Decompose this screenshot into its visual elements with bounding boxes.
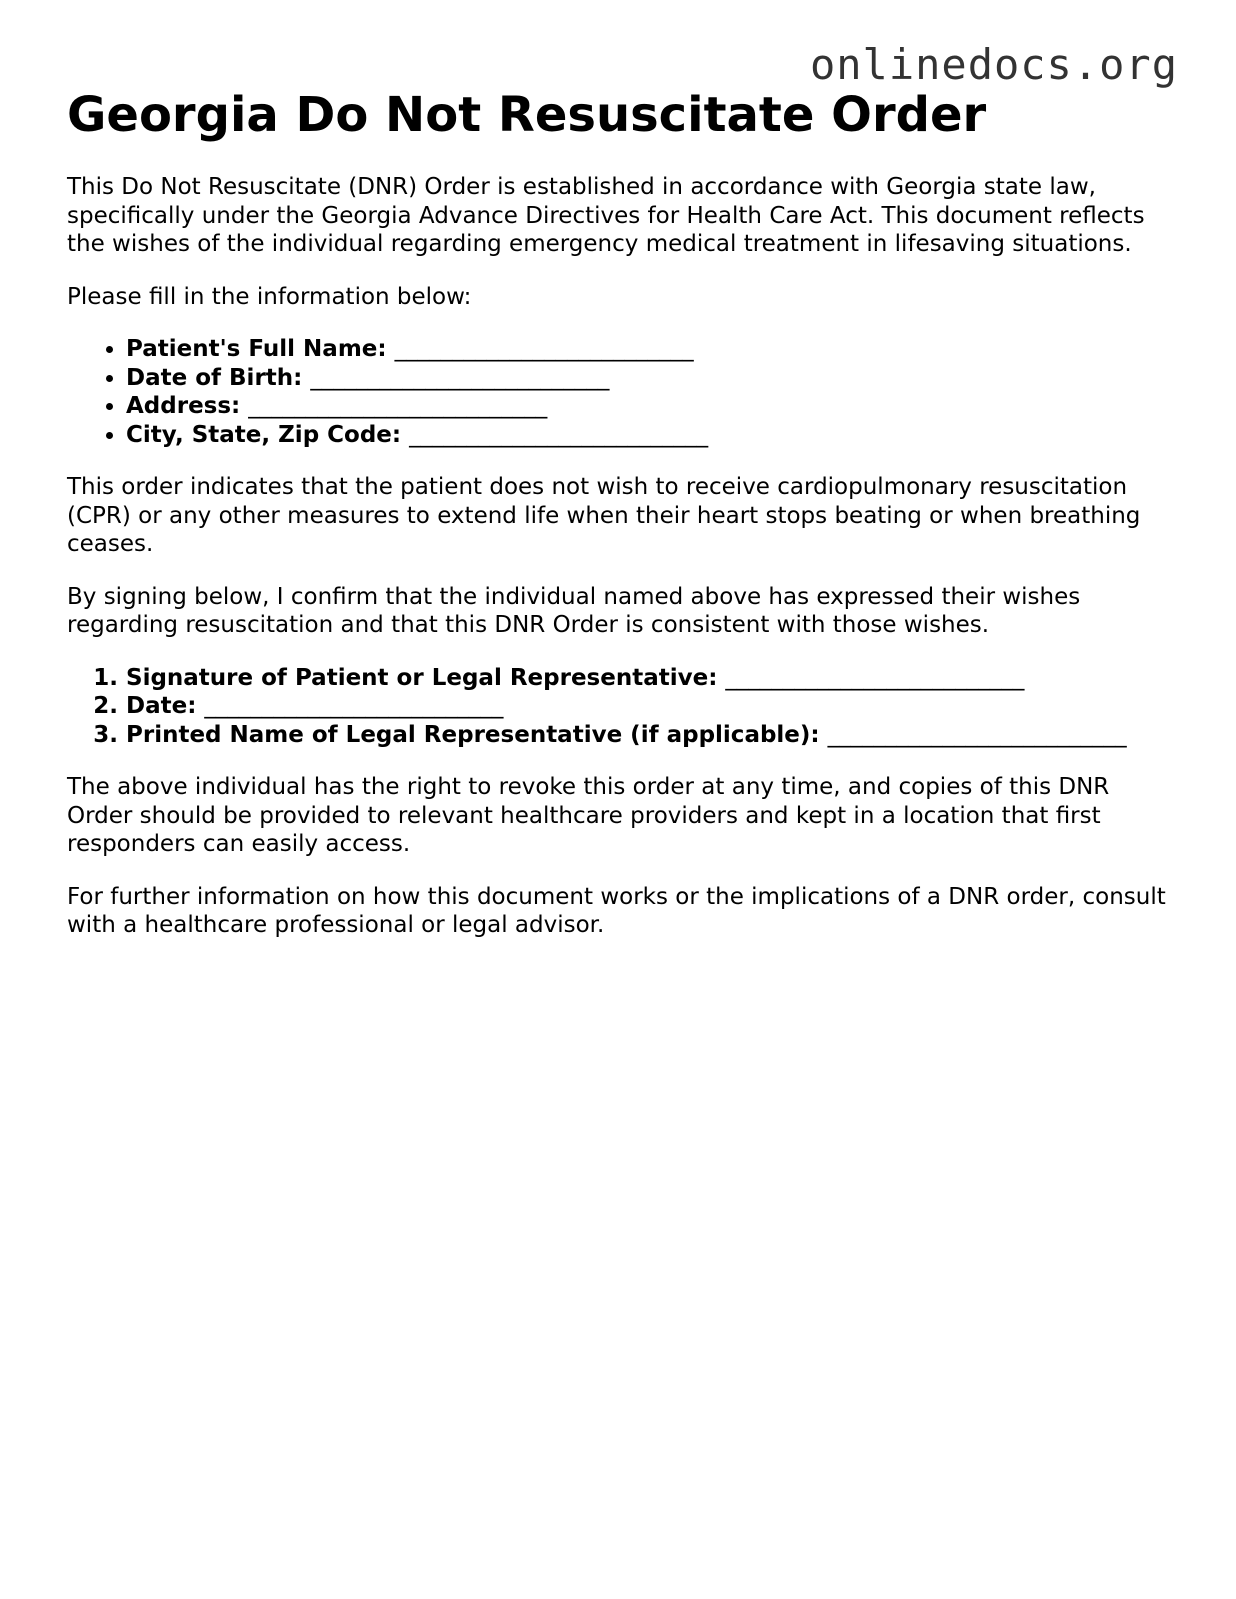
field-patient-name[interactable] (126, 335, 1177, 364)
signature-list (67, 664, 1177, 750)
field-label: City, State, Zip Code: (126, 421, 402, 448)
further-info-paragraph: For further information on how this document works or the implications of a DNR order, consult with a healthcare professional or legal advisor. (67, 883, 1166, 938)
signing-paragraph: By signing below, I confirm that the individual named above has expressed their wishes regarding resuscitation and that this DNR Order is consistent with those wishes. (67, 583, 1081, 638)
blank-line[interactable]: __________________________ (394, 336, 694, 362)
signature-label: Date: (126, 693, 197, 719)
field-address[interactable] (126, 392, 1177, 421)
signature-patient-or-representative[interactable] (126, 664, 1177, 693)
intro-paragraph: This Do Not Resuscitate (DNR) Order is established in accordance with Georgia state law, specifically under the Georgia Advance Directives for Health Care Act. This document reflects the wishes of the individual regarding emergency medical treatment in lifesaving situations. (67, 174, 1145, 257)
blank-line[interactable]: __________________________ (725, 664, 1025, 691)
blank-line[interactable]: __________________________ (310, 364, 610, 391)
fill-prompt: Please fill in the information below: (67, 283, 472, 310)
field-city-state-zip[interactable] (126, 421, 1177, 450)
document-body (67, 84, 1177, 940)
order-paragraph: This order indicates that the patient does not wish to receive cardiopulmonary resuscitation (CPR) or any other measures to extend life when their heart stops beating or when breathing ceases. (67, 474, 1141, 557)
blank-line[interactable]: __________________________ (827, 721, 1127, 748)
signature-date[interactable] (126, 692, 1177, 721)
blank-line[interactable]: __________________________ (204, 693, 504, 719)
blank-line[interactable]: __________________________ (409, 421, 709, 448)
page-title: Georgia Do Not Resuscitate Order (67, 87, 987, 143)
watermark: onlinedocs.org (809, 40, 1178, 89)
field-label: Address: (126, 393, 241, 419)
revocation-paragraph: The above individual has the right to revoke this order at any time, and copies of this DNR Order should be provided to relevant healthcare providers and kept in a location that first responders can easily access. (67, 774, 1110, 857)
printed-name-representative[interactable] (126, 721, 1177, 750)
signature-label: Printed Name of Legal Representative (if applicable): (126, 721, 820, 748)
patient-fields-list (67, 335, 1177, 449)
field-label: Patient's Full Name: (126, 336, 387, 362)
field-date-of-birth[interactable] (126, 364, 1177, 393)
blank-line[interactable]: __________________________ (248, 393, 548, 419)
signature-label: Signature of Patient or Legal Representative: (126, 664, 718, 691)
field-label: Date of Birth: (126, 364, 303, 391)
